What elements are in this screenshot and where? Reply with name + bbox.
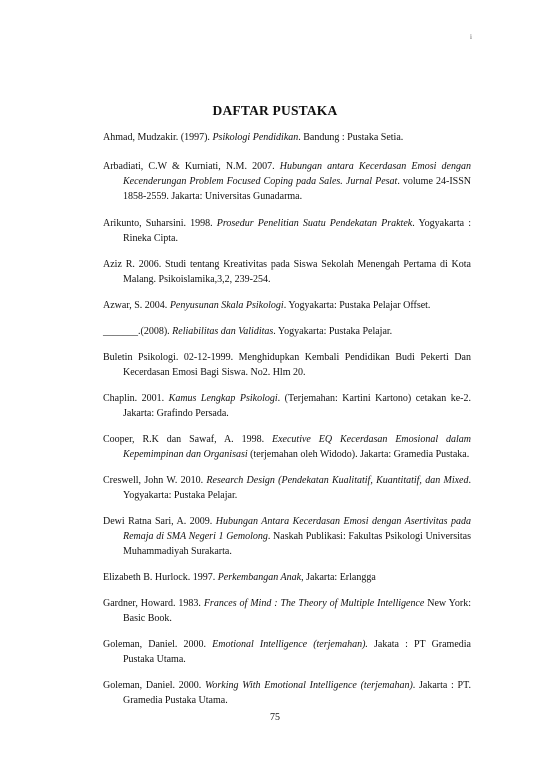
corner-mark: i [470,33,472,41]
reference-entry [103,350,471,380]
reference-text: Creswell, John W. 2010. [103,475,207,486]
reference-text: . Yogyakarta: Pustaka Pelajar. [273,326,393,337]
reference-title: Prosedur Penelitian Suatu Pendekatan Praktek [216,218,413,229]
reference-text: Goleman, Daniel. 2000. [103,680,205,691]
reference-text: . volume 24-ISSN 1858-2559. Jakarta: Universitas Gunadarma. [123,176,471,202]
reference-text: Jakata : PT Gramedia Pustaka Utama. [123,639,471,665]
reference-title: Research Design (Pendekatan Kualitatif, Kuantitatif, dan Mixed [206,475,469,486]
reference-list [103,130,471,708]
reference-title: Emotional Intelligence (terjemahan). [212,639,368,650]
reference-entry [103,257,471,287]
reference-text: Goleman, Daniel. 2000. [103,639,213,650]
reference-text: Arbadiati, C.W & Kurniati, N.M. 2007. [103,161,280,172]
reference-entry [103,216,471,246]
reference-entry [103,298,471,313]
reference-text: . Yogyakarta: Pustaka Pelajar Offset. [283,300,431,311]
reference-text: _______.(2008). [103,326,173,337]
reference-text: . Jakarta : PT. Gramedia Pustaka Utama. [123,680,471,706]
reference-title: Working With Emotional Intelligence (terjemahan) [204,680,413,691]
reference-entry [103,473,471,503]
reference-text: . Yogyakarta : Rineka Cipta. [123,218,471,244]
reference-title: Penyusunan Skala Psikologi [169,300,284,311]
reference-text: Cooper, R.K dan Sawaf, A. 1998. [103,434,272,445]
reference-title: Hubungan antara Kecerdasan Emosi dengan Kecenderungan Problem Focused Coping pada Sales. Jurnal Pesat [123,161,471,187]
reference-text: Aziz R. 2006. Studi tentang Kreativitas pada Siswa Sekolah Menengah Pertama di Kota Malang. Psikoislamika,3,2, 239-254. [103,259,471,285]
reference-entry [103,130,471,145]
reference-text: . Naskah Publikasi: Fakultas Psikologi Universitas Muhammadiyah Surakarta. [123,531,471,557]
reference-text: Chaplin. 2001. [103,393,169,404]
reference-text: (terjemahan oleh Widodo). Jakarta: Gramedia Pustaka. [247,449,470,460]
reference-text: , Jakarta: Erlangga [301,572,376,583]
reference-title: Perkembangan Anak [217,572,302,583]
reference-entry [103,678,471,708]
page-number: 75 [270,712,280,723]
reference-entry [103,596,471,626]
reference-title: Frances of Mind : The Theory of Multiple Intelligence [203,598,425,609]
reference-text: . Yogyakarta: Pustaka Pelajar. [123,475,471,501]
reference-text: Azwar, S. 2004. [103,300,170,311]
reference-entry [103,324,471,339]
reference-text: Dewi Ratna Sari, A. 2009. [103,516,216,527]
reference-text: . Bandung : Pustaka Setia. [298,132,404,143]
reference-text: Elizabeth B. Hurlock. 1997. [103,572,218,583]
reference-text: Buletin Psikologi. 02-12-1999. Menghidupkan Kembali Pendidikan Budi Pekerti Dan Kecerdasan Emosi Bagi Siswa. No2. Hlm 20. [103,352,471,378]
reference-title: Psikologi Pendidikan [212,132,299,143]
reference-title: Reliabilitas dan Validitas [172,326,274,337]
reference-text: Ahmad, Mudzakir. (1997). [103,132,213,143]
reference-text: New York: Basic Book. [123,598,471,624]
reference-entry [103,432,471,462]
reference-entry [103,514,471,559]
reference-entry [103,391,471,421]
reference-title: Executive EQ Kecerdasan Emosional dalam Kepemimpinan dan Organisasi [123,434,472,460]
reference-text: Arikunto, Suharsini. 1998. [103,218,217,229]
reference-entry [103,637,471,667]
reference-title: Kamus Lengkap Psikologi [168,393,278,404]
reference-text: . (Terjemahan: Kartini Kartono) cetakan ke-2. Jakarta: Grafindo Persada. [123,393,471,419]
reference-entry [103,159,471,204]
reference-entry [103,570,471,585]
reference-title: Hubungan Antara Kecerdasan Emosi dengan Asertivitas pada Remaja di SMA Negeri 1 Gemolong [123,516,472,542]
reference-text: Gardner, Howard. 1983. [103,598,204,609]
page-title: DAFTAR PUSTAKA [212,103,338,118]
